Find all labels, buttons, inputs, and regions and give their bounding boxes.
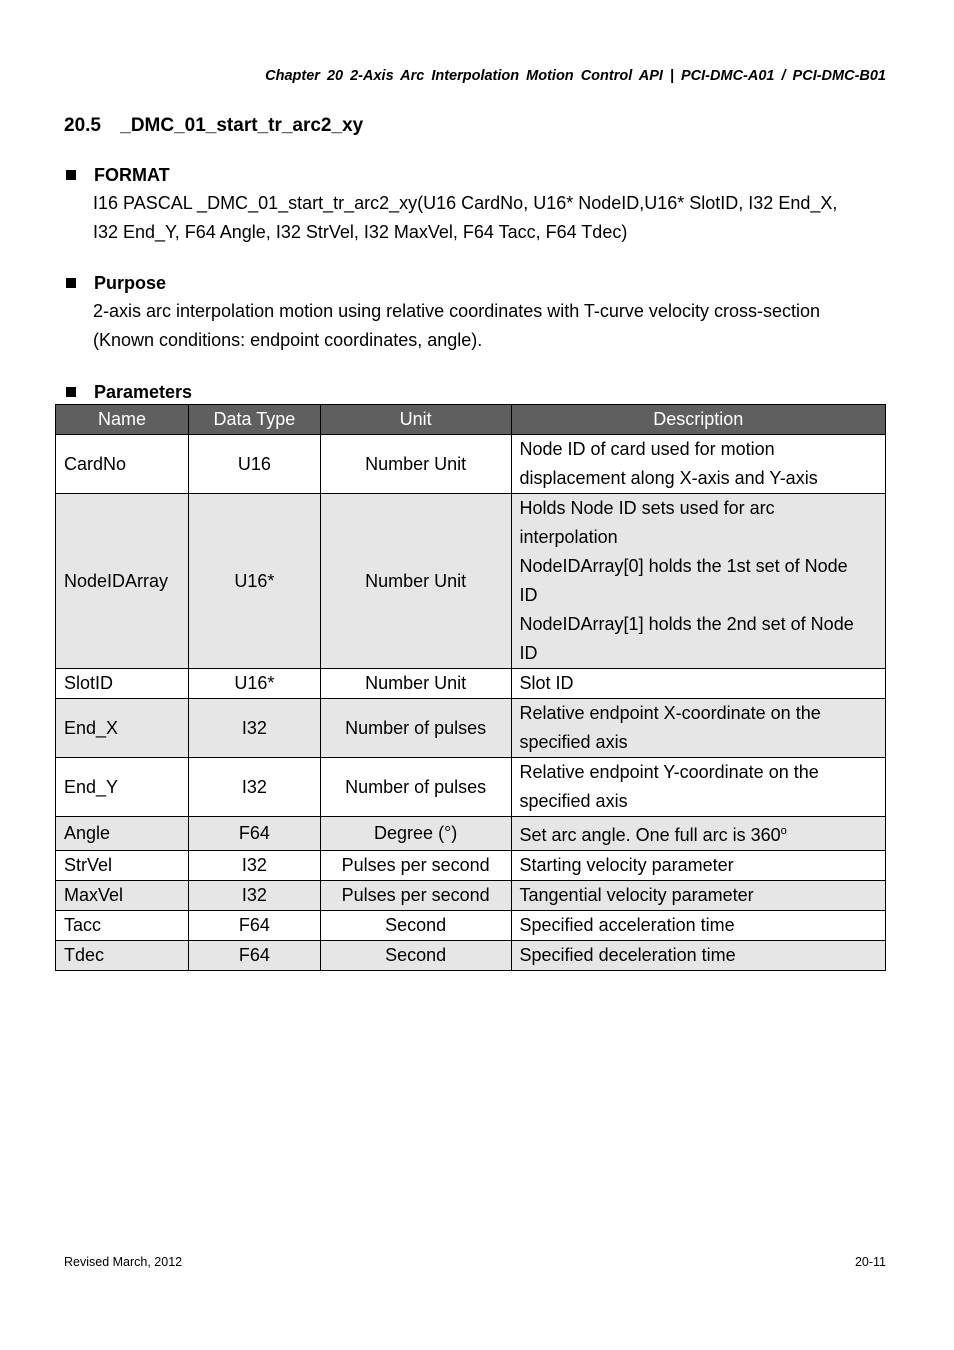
- param-name-cell: Angle: [56, 817, 189, 851]
- description-text: Slot ID: [519, 673, 574, 693]
- param-unit-cell: Number Unit: [320, 669, 511, 699]
- column-header-description: Description: [511, 405, 885, 435]
- square-bullet-icon: [66, 170, 76, 180]
- table-row: [56, 817, 886, 851]
- param-type-cell: I32: [188, 699, 320, 758]
- param-description-cell: [511, 817, 885, 851]
- description-line: [520, 728, 877, 757]
- description-text: Tangential velocity parameter: [519, 885, 754, 905]
- section-number: 20.5: [64, 115, 101, 136]
- parameters-table-body: [56, 435, 886, 971]
- param-type-cell: I32: [188, 758, 320, 817]
- param-unit-cell: Number Unit: [320, 435, 511, 494]
- param-type-cell: F64: [188, 941, 320, 971]
- description-text: NodeIDArray[1] holds the 2nd set of Node: [519, 614, 854, 634]
- description-line: [520, 610, 877, 639]
- description-line: [520, 941, 877, 970]
- param-unit-cell: Second: [320, 941, 511, 971]
- param-name-cell: NodeIDArray: [56, 494, 189, 669]
- description-text: displacement along X-axis and Y-axis: [519, 468, 818, 488]
- section-name: _DMC_01_start_tr_arc2_xy: [120, 115, 364, 136]
- param-type-cell: I32: [188, 881, 320, 911]
- purpose-body: [93, 297, 894, 355]
- description-line: [520, 494, 877, 523]
- table-row: [56, 941, 886, 971]
- table-row: [56, 669, 886, 699]
- param-unit-cell: Number Unit: [320, 494, 511, 669]
- description-text: Relative endpoint X-coordinate on the: [519, 703, 821, 723]
- param-name-cell: StrVel: [56, 851, 189, 881]
- description-text: specified axis: [519, 791, 628, 811]
- param-name-cell: SlotID: [56, 669, 189, 699]
- table-row: [56, 435, 886, 494]
- parameters-block: [64, 380, 894, 404]
- format-block: [64, 163, 894, 247]
- description-text: interpolation: [519, 527, 618, 547]
- degree-superscript: o: [780, 825, 787, 837]
- description-text: Node ID of card used for motion: [519, 439, 775, 459]
- param-unit-cell: Number of pulses: [320, 699, 511, 758]
- param-unit-cell: Degree (°): [320, 817, 511, 851]
- column-header-data-type: Data Type: [188, 405, 320, 435]
- description-text: Starting velocity parameter: [519, 855, 734, 875]
- table-row: [56, 494, 886, 669]
- square-bullet-icon: [66, 387, 76, 397]
- footer-page-number: 20-11: [854, 1255, 886, 1269]
- description-line: [520, 851, 877, 880]
- purpose-heading: [64, 271, 894, 295]
- description-text: ID: [519, 585, 538, 605]
- format-line-2: I32 End_Y, F64 Angle, I32 StrVel, I32 MaxVel, F64 Tacc, F64 Tdec): [93, 222, 628, 242]
- footer-revision: Revised March, 2012: [64, 1255, 183, 1269]
- param-name-cell: Tdec: [56, 941, 189, 971]
- description-text: specified axis: [519, 732, 628, 752]
- description-text: Set arc angle. One full arc is 360: [519, 825, 781, 845]
- param-description-cell: [511, 435, 885, 494]
- description-line: [520, 911, 877, 940]
- param-type-cell: F64: [188, 817, 320, 851]
- description-line: [520, 523, 877, 552]
- description-line: [520, 881, 877, 910]
- format-heading-label: FORMAT: [94, 164, 170, 185]
- param-name-cell: CardNo: [56, 435, 189, 494]
- param-description-cell: [511, 699, 885, 758]
- param-name-cell: End_X: [56, 699, 189, 758]
- description-line: [520, 464, 877, 493]
- param-unit-cell: Second: [320, 911, 511, 941]
- description-line: [520, 787, 877, 816]
- param-description-cell: [511, 941, 885, 971]
- param-type-cell: I32: [188, 851, 320, 881]
- description-text: NodeIDArray[0] holds the 1st set of Node: [519, 556, 848, 576]
- description-text: Holds Node ID sets used for arc: [519, 498, 775, 518]
- description-line: [520, 639, 877, 668]
- page-header: Chapter 20 2-Axis Arc Interpolation Motion Control API | PCI-DMC-A01 / PCI-DMC-B01: [265, 68, 886, 84]
- description-line: [520, 435, 877, 464]
- param-description-cell: [511, 881, 885, 911]
- param-name-cell: Tacc: [56, 911, 189, 941]
- parameters-heading-label: Parameters: [94, 381, 193, 402]
- param-type-cell: U16*: [188, 494, 320, 669]
- param-name-cell: MaxVel: [56, 881, 189, 911]
- table-row: [56, 758, 886, 817]
- description-line: [520, 758, 877, 787]
- param-description-cell: [511, 911, 885, 941]
- column-header-unit: Unit: [320, 405, 511, 435]
- description-text: ID: [519, 643, 538, 663]
- table-header-row: [56, 405, 886, 435]
- param-unit-cell: Pulses per second: [320, 851, 511, 881]
- param-type-cell: F64: [188, 911, 320, 941]
- param-description-cell: [511, 494, 885, 669]
- parameters-table: [55, 404, 886, 971]
- purpose-line-2: (Known conditions: endpoint coordinates, angle).: [93, 330, 483, 350]
- format-line-1: I16 PASCAL _DMC_01_start_tr_arc2_xy(U16 CardNo, U16* NodeID,U16* SlotID, I32 End_X,: [93, 193, 838, 213]
- description-line: [520, 552, 877, 581]
- table-row: [56, 911, 886, 941]
- description-line: [520, 817, 877, 850]
- description-text: Specified acceleration time: [519, 915, 735, 935]
- description-line: [520, 669, 877, 698]
- description-line: [520, 581, 877, 610]
- column-header-name: Name: [56, 405, 189, 435]
- purpose-line-1: 2-axis arc interpolation motion using relative coordinates with T-curve velocity cross-section: [93, 301, 820, 321]
- format-body: [93, 189, 894, 247]
- param-type-cell: U16*: [188, 669, 320, 699]
- table-row: [56, 881, 886, 911]
- description-line: [520, 699, 877, 728]
- purpose-heading-label: Purpose: [94, 272, 167, 293]
- purpose-block: [64, 271, 894, 355]
- description-text: Relative endpoint Y-coordinate on the: [519, 762, 819, 782]
- section-title: [64, 115, 363, 137]
- param-unit-cell: Pulses per second: [320, 881, 511, 911]
- param-description-cell: [511, 851, 885, 881]
- square-bullet-icon: [66, 278, 76, 288]
- param-description-cell: [511, 669, 885, 699]
- parameters-heading: [64, 380, 894, 404]
- param-type-cell: U16: [188, 435, 320, 494]
- table-row: [56, 699, 886, 758]
- param-description-cell: [511, 758, 885, 817]
- description-text: Specified deceleration time: [519, 945, 736, 965]
- param-unit-cell: Number of pulses: [320, 758, 511, 817]
- format-heading: [64, 163, 894, 187]
- table-row: [56, 851, 886, 881]
- param-name-cell: End_Y: [56, 758, 189, 817]
